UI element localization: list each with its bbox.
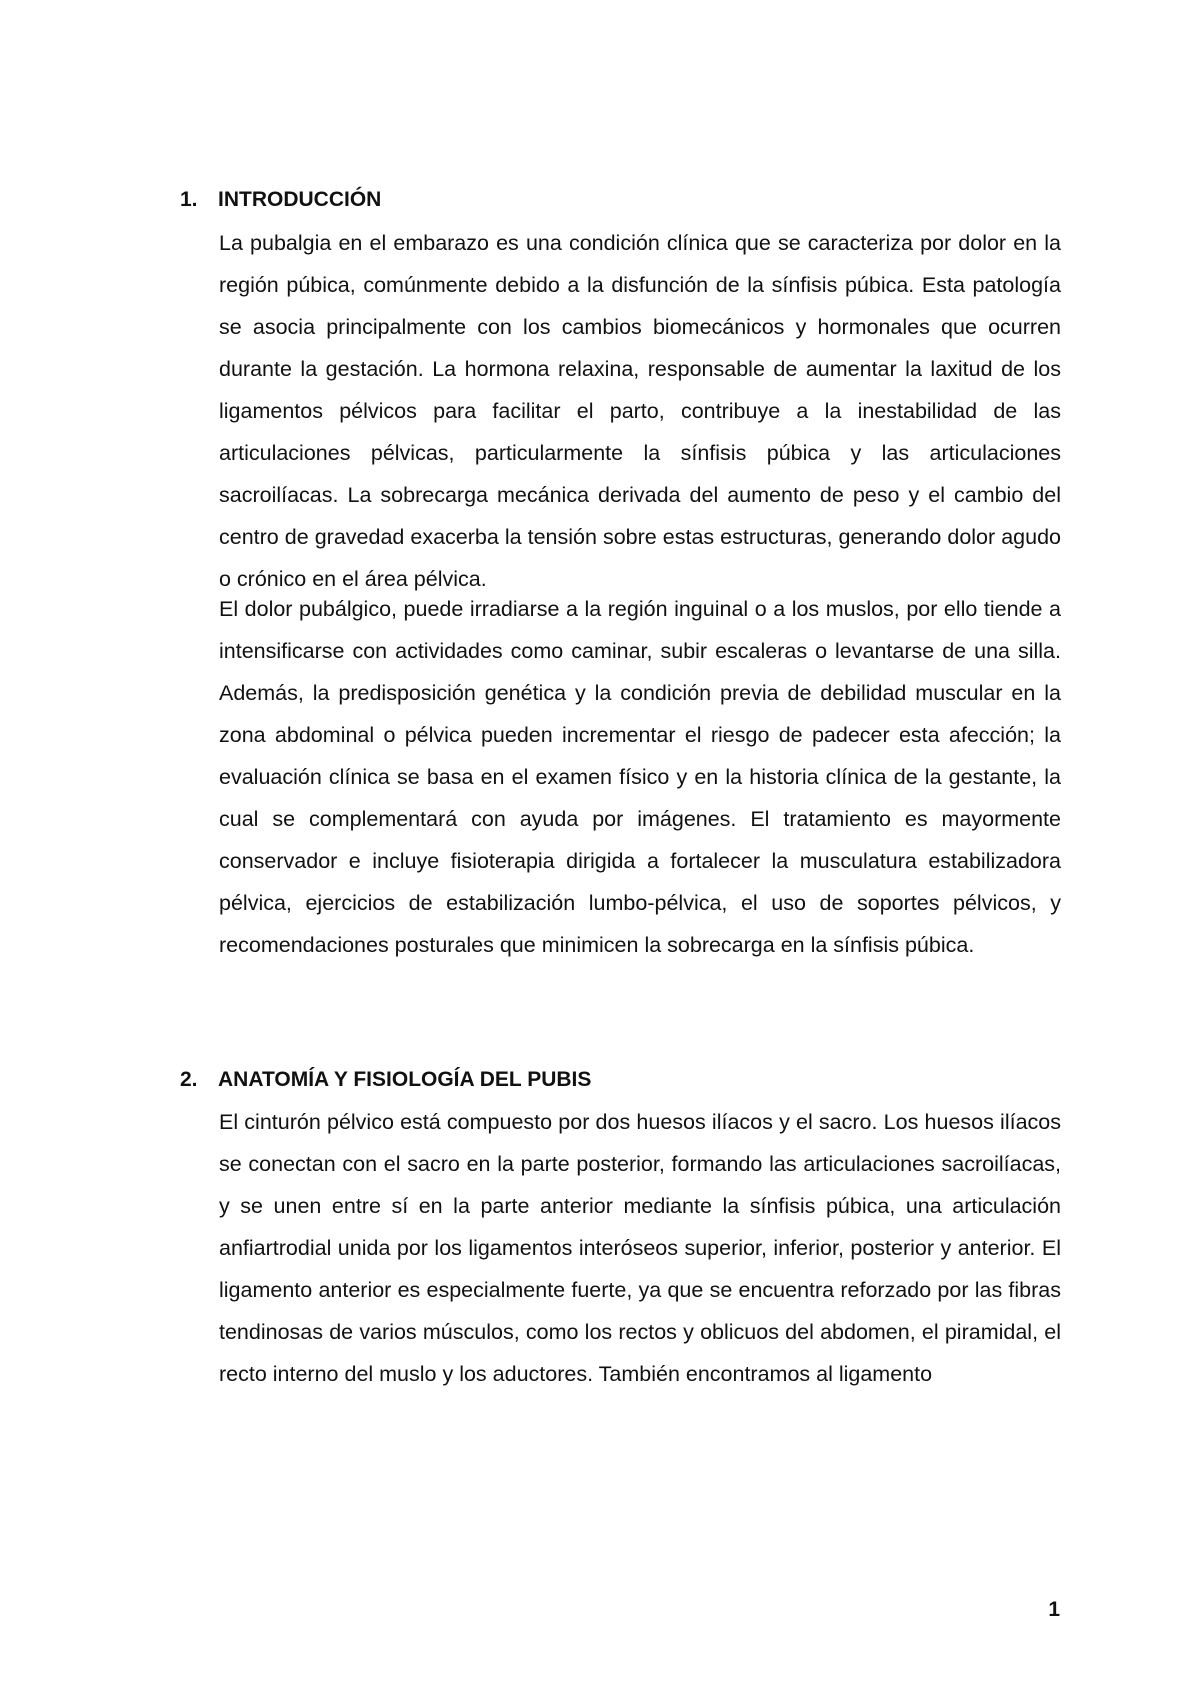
page-number: 1 (1048, 1598, 1060, 1621)
section-number: 1. (180, 188, 198, 211)
section-heading-introduccion (180, 186, 1080, 214)
paragraph-anatomia-1: El cinturón pélvico está compuesto por dos huesos ilíacos y el sacro. Los huesos ilíacos se conectan con el sacro en la parte posterior, formando las articulaciones sacroilíacas, y se unen entre sí en la parte anterior mediante la sínfisis púbica, una articulación anfiartrodial unida por los ligamentos interóseos superior, inferior, posterior y anterior. El ligamento anterior es especialmente fuerte, ya que se encuentra reforzado por las fibras tendinosas de varios músculos, como los rectos y oblicuos del abdomen, el piramidal, el recto interno del muslo y los aductores. También encontramos al ligamento (219, 1110, 1061, 1386)
section-number: 2. (180, 1068, 198, 1091)
section-title: INTRODUCCIÓN (218, 188, 382, 211)
section-heading-anatomia (180, 1066, 1080, 1094)
paragraph-intro-1: La pubalgia en el embarazo es una condición clínica que se caracteriza por dolor en la región púbica, comúnmente debido a la disfunción de la sínfisis púbica. Esta patología se asocia principalmente con los cambios biomecánicos y hormonales que ocurren durante la gestación. La hormona relaxina, responsable de aumentar la laxitud de los ligamentos pélvicos para facilitar el parto, contribuye a la inestabilidad de las articulaciones pélvicas, particularmente la sínfisis púbica y las articulaciones sacroilíacas. La sobrecarga mecánica derivada del aumento de peso y el cambio del centro de gravedad exacerba la tensión sobre estas estructuras, generando dolor agudo o crónico en el área pélvica. (219, 231, 1061, 591)
paragraph-intro-2: El dolor pubálgico, puede irradiarse a la región inguinal o a los muslos, por ello tiende a intensificarse con actividades como caminar, subir escaleras o levantarse de una silla. Además, la predisposición genética y la condición previa de debilidad muscular en la zona abdominal o pélvica pueden incrementar el riesgo de padecer esta afección; la evaluación clínica se basa en el examen físico y en la historia clínica de la gestante, la cual se complementará con ayuda por imágenes. El tratamiento es mayormente conservador e incluye fisioterapia dirigida a fortalecer la musculatura estabilizadora pélvica, ejercicios de estabilización lumbo-pélvica, el uso de soportes pélvicos, y recomendaciones posturales que minimicen la sobrecarga en la sínfisis púbica. (219, 597, 1061, 957)
section-title: ANATOMÍA Y FISIOLOGÍA DEL PUBIS (218, 1068, 592, 1091)
